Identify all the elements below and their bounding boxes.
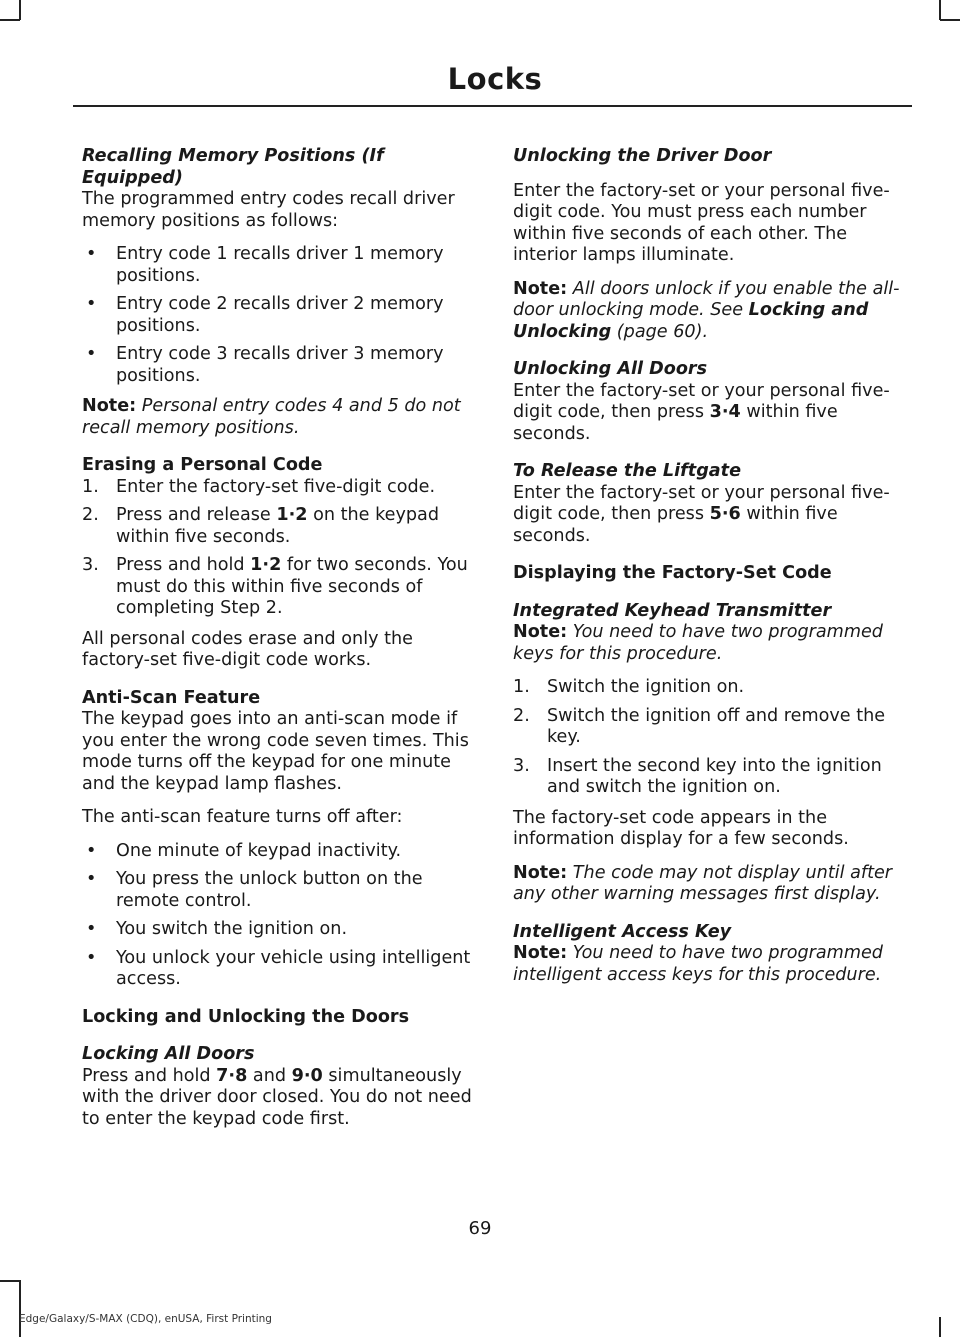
section-heading: To Release the Liftgate [513, 461, 742, 481]
crop-mark [19, 1280, 21, 1337]
list-item: • Entry code 1 recalls driver 1 memory positions. [86, 244, 444, 286]
right-column [513, 146, 911, 998]
left-column [82, 146, 480, 1142]
section-heading: Recalling Memory Positions (If Equipped) [82, 146, 384, 188]
crop-mark [940, 19, 960, 21]
bullet-list [82, 841, 480, 991]
subsection-heading: Integrated Keyhead Transmitter [513, 600, 832, 621]
list-item: • You unlock your vehicle using intelligent access. [86, 947, 471, 989]
section-heading: Anti-Scan Feature [82, 687, 261, 708]
paragraph: Enter the factory-set or your personal five-digit code, then press 5·6 within five seconds. [513, 482, 890, 546]
list-item: 1. Enter the factory-set five-digit code. [82, 476, 436, 497]
paragraph: Press and hold 7·8 and 9·0 simultaneously with the driver door closed. You do not need to enter the keypad code first. [82, 1065, 472, 1129]
list-item: 1. Switch the ignition on. [513, 677, 745, 697]
cross-reference-link[interactable]: Locking and Unlocking [513, 300, 869, 342]
list-item: 2. Switch the ignition off and remove the key. [513, 705, 886, 747]
numbered-list [82, 477, 480, 620]
paragraph: All personal codes erase and only the factory-set five-digit code works. [82, 628, 413, 670]
note: Note: All doors unlock if you enable the all-door unlocking mode. See Locking and Unlocking (page 60). [513, 278, 900, 342]
section-heading: Unlocking the Driver Door [513, 146, 772, 166]
note: Note: You need to have two programmed intelligent access keys for this procedure. [513, 943, 883, 985]
section-heading: Locking and Unlocking the Doors [82, 1006, 410, 1027]
paragraph: Enter the factory-set or your personal five-digit code. You must press each number within five seconds of each other. The interior lamps illuminate. [513, 180, 890, 265]
paragraph: The factory-set code appears in the information display for a few seconds. [513, 807, 849, 849]
bullet-list [82, 244, 480, 387]
crop-mark [0, 19, 20, 21]
paragraph: The anti-scan feature turns off after: [82, 807, 403, 827]
section-heading: Unlocking All Doors [513, 359, 708, 379]
list-item: • You press the unlock button on the remote control. [86, 869, 423, 911]
list-item: • One minute of keypad inactivity. [86, 840, 402, 861]
list-item: 3. Press and hold 1·2 for two seconds. You must do this within five seconds of completing Step 2. [82, 555, 468, 618]
note: Note: Personal entry codes 4 and 5 do not recall memory positions. [82, 396, 461, 438]
crop-mark [939, 0, 941, 20]
list-item: • Entry code 3 recalls driver 3 memory positions. [86, 344, 444, 386]
subsection-heading: Locking All Doors [82, 1044, 255, 1064]
page-title: Locks [447, 62, 543, 96]
note: Note: You need to have two programmed keys for this procedure. [513, 622, 883, 664]
section-heading: Displaying the Factory-Set Code [513, 563, 832, 583]
section-heading: Erasing a Personal Code [82, 455, 323, 475]
paragraph: Enter the factory-set or your personal five-digit code, then press 3·4 within five seconds. [513, 380, 890, 444]
page-number: 69 [468, 1218, 492, 1239]
paragraph: The programmed entry codes recall driver memory positions as follows: [82, 189, 455, 231]
footer-text: Edge/Galaxy/S-MAX (CDQ), enUSA, First Printing [19, 1313, 272, 1325]
crop-mark [0, 1280, 20, 1282]
crop-mark [19, 0, 21, 20]
list-item: 2. Press and release 1·2 on the keypad within five seconds. [82, 505, 439, 547]
subsection-heading: Intelligent Access Key [513, 921, 732, 942]
list-item: • You switch the ignition on. [86, 919, 348, 939]
note: Note: The code may not display until after any other warning messages first display. [513, 862, 893, 904]
paragraph: The keypad goes into an anti-scan mode if you enter the wrong code seven times. This mode turns off the keypad for one minute and the keypad lamp flashes. [82, 709, 469, 794]
header-rule [73, 105, 912, 107]
numbered-list [513, 677, 911, 799]
list-item: 3. Insert the second key into the ignition and switch the ignition on. [513, 755, 882, 797]
list-item: • Entry code 2 recalls driver 2 memory positions. [86, 294, 444, 336]
crop-mark [939, 1317, 941, 1337]
